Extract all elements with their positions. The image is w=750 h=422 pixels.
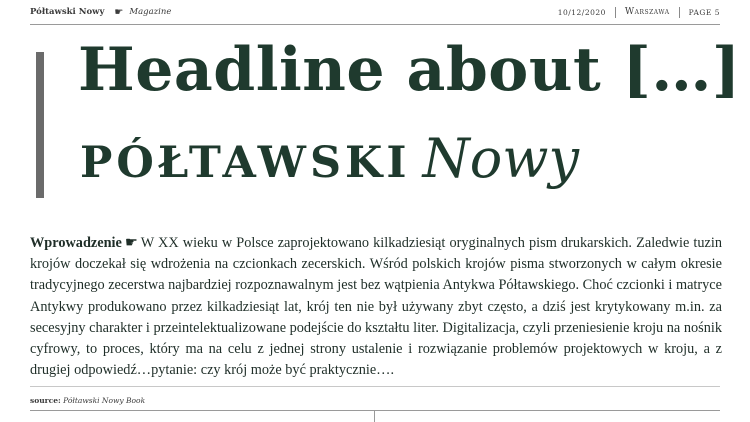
subheadline [80,127,580,190]
source-value: Półtawski Nowy Book [63,396,146,405]
header-divider [679,7,680,18]
article-lead: Wprowadzenie [30,235,122,251]
header-date: 10/12/2020 [557,7,606,17]
page-header [30,0,720,25]
page-title: Headline about […] [78,35,741,105]
footer-tick [374,410,375,422]
subheadline-italic: Nowy [422,127,580,190]
header-city: Warszawa [624,7,670,17]
article-text: W XX wieku w Polsce zaprojektowano kilkadziesiąt oryginalnych pism drukarskich. Zaledwie tuzin krojów doczekał się wdrożenia na czcionkach zecerskich. Wśród polskich krojów pisma stworzonych w całym okresie tradycyjnego zecerstwa najbardziej rozpoznawalnym jest bez wątpienia Antykwa Półtawskiego. Choć czcionki i matryce Antykwy produkowano przez kilkadziesiąt lat, krój ten nie był używany zbyt często, a dziś jest krytykowany m.in. za secesyjny charakter i przeintelektualizowane podejście do kształtu liter. Digitalizacja, czyli przeniesienie kroju na nośnik cyfrowy, to proces, który ma na celu z jednej strony ustalenie i rozwiązanie problemów projektowych w kroju, a z drugiej odpowiedź…pytanie: czy krój może być praktycznie…. [30,235,722,379]
divider [30,386,720,387]
source-label: source: [30,396,61,405]
header-meta [558,7,720,18]
source-note [30,396,145,405]
accent-bar [36,52,44,198]
article-body [30,233,722,381]
header-page: PAGE 5 [688,7,720,17]
subheadline-caps: PÓŁTAWSKI [80,138,411,188]
header-section: Magazine [129,7,172,17]
pointing-hand-icon: ☛ [124,235,138,251]
header-brand: Półtawski Nowy [30,7,105,17]
footer-divider [30,410,720,411]
header-divider [615,7,616,18]
pointing-hand-icon: ☛ [114,6,124,18]
